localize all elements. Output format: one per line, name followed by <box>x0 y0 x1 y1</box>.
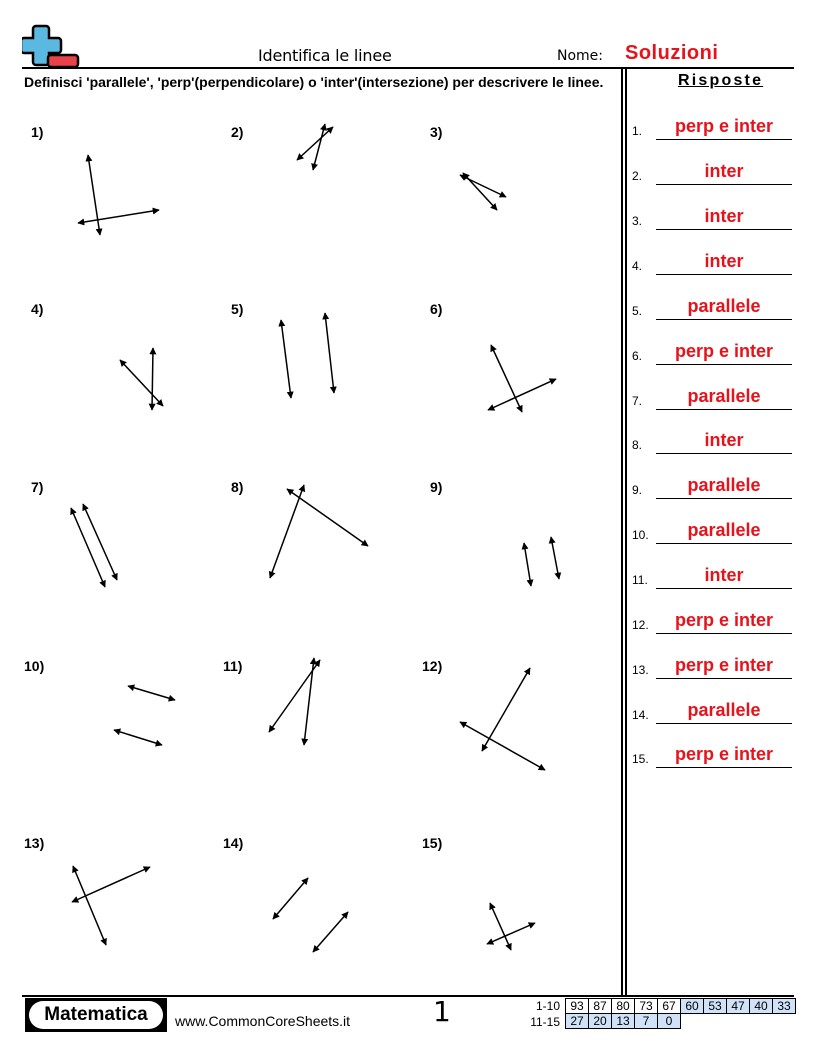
answer-number: 1. <box>632 124 643 138</box>
answer-row <box>632 430 792 454</box>
problem-label: 13) <box>24 835 45 851</box>
answer-line <box>656 184 792 185</box>
problem-label: 9) <box>430 479 443 495</box>
problem-label: 15) <box>422 835 443 851</box>
answer-row <box>632 565 792 589</box>
answer-line <box>656 588 792 589</box>
problem-label: 12) <box>422 658 443 674</box>
answer-line <box>656 319 792 320</box>
answer-line <box>656 364 792 365</box>
answer-text: perp e inter <box>674 655 774 675</box>
answer-line <box>656 453 792 454</box>
answer-number: 5. <box>632 304 643 318</box>
score-table <box>565 998 796 1029</box>
answer-line <box>656 633 792 634</box>
answer-line <box>656 678 792 679</box>
page-number: 1 <box>433 995 451 1028</box>
score-cell: 67 <box>658 999 681 1014</box>
answer-line <box>656 274 792 275</box>
score-cell: 47 <box>727 999 750 1014</box>
answer-text: perp e inter <box>674 116 774 136</box>
problem-label: 6) <box>430 301 443 317</box>
double-arrow-line <box>120 360 163 406</box>
answer-number: 12. <box>632 618 649 632</box>
double-arrow-line <box>273 878 308 919</box>
answer-row <box>632 700 792 724</box>
problem-label: 1) <box>31 124 44 140</box>
answer-row <box>632 341 792 365</box>
answer-line <box>656 409 792 410</box>
problem-label: 10) <box>24 658 45 674</box>
double-arrow-line <box>463 173 497 210</box>
answer-text: inter <box>704 251 744 271</box>
double-arrow-line <box>551 537 559 579</box>
answer-line <box>656 229 792 230</box>
answer-number: 14. <box>632 708 649 722</box>
answer-text: parallele <box>687 475 761 495</box>
answer-text: inter <box>704 206 744 226</box>
answer-text: parallele <box>687 386 761 406</box>
answer-row <box>632 610 792 634</box>
answer-number: 15. <box>632 752 649 766</box>
answers-title: Risposte <box>678 72 764 89</box>
answer-text: inter <box>704 565 744 585</box>
answer-row <box>632 744 792 768</box>
score-row-label: 1-10 <box>535 999 560 1013</box>
footer-divider <box>22 995 794 997</box>
answer-text: perp e inter <box>674 744 774 764</box>
page-title: Identifica le linee <box>258 46 392 65</box>
brand-badge <box>25 998 167 1032</box>
double-arrow-line <box>313 124 325 170</box>
double-arrow-line <box>297 127 333 160</box>
score-row-label: 11-15 <box>530 1015 560 1029</box>
answer-line <box>656 767 792 768</box>
score-cell: 0 <box>658 1014 681 1029</box>
double-arrow-line <box>270 485 304 578</box>
score-cell: 93 <box>566 999 589 1014</box>
answer-number: 6. <box>632 349 643 363</box>
answer-number: 4. <box>632 259 643 273</box>
instructions: Definisci 'parallele', 'perp'(perpendicolare) o 'inter'(intersezione) per descrivere le linee. <box>24 74 604 90</box>
answer-row <box>632 475 792 499</box>
score-cell: 20 <box>589 1014 612 1029</box>
name-label: Nome: <box>557 48 604 64</box>
answer-row <box>632 251 792 275</box>
double-arrow-line <box>83 504 117 580</box>
answer-line <box>656 723 792 724</box>
double-arrow-line <box>281 320 291 398</box>
answer-text: parallele <box>687 700 761 720</box>
score-cell: 27 <box>566 1014 589 1029</box>
answer-number: 11. <box>632 573 648 587</box>
problem-label: 3) <box>430 124 443 140</box>
score-cell: 80 <box>612 999 635 1014</box>
answer-row <box>632 655 792 679</box>
double-arrow-line <box>460 722 545 770</box>
answer-text: perp e inter <box>674 610 774 630</box>
brand-label: Matematica <box>29 1001 163 1029</box>
answer-number: 2. <box>632 169 643 183</box>
problem-label: 5) <box>231 301 244 317</box>
answer-number: 3. <box>632 214 643 228</box>
problem-label: 4) <box>31 301 44 317</box>
score-cell: 33 <box>773 999 796 1014</box>
problem-label: 11) <box>223 658 243 674</box>
column-divider-left <box>621 68 623 996</box>
double-arrow-line <box>78 210 159 223</box>
column-divider-right <box>625 68 627 996</box>
double-arrow-line <box>71 508 105 587</box>
double-arrow-line <box>488 379 556 410</box>
answer-line <box>656 543 792 544</box>
answer-row <box>632 386 792 410</box>
double-arrow-line <box>73 866 106 945</box>
score-cell: 60 <box>681 999 704 1014</box>
answer-number: 9. <box>632 483 643 497</box>
answer-number: 13. <box>632 663 649 677</box>
score-cell: 53 <box>704 999 727 1014</box>
answer-row <box>632 161 792 185</box>
answer-number: 8. <box>632 438 643 452</box>
answer-text: perp e inter <box>674 341 774 361</box>
double-arrow-line <box>152 348 153 410</box>
problem-label: 7) <box>31 479 44 495</box>
problem-label: 2) <box>231 124 244 140</box>
site-url: www.CommonCoreSheets.it <box>175 1013 351 1029</box>
answer-number: 10. <box>632 528 649 542</box>
double-arrow-line <box>524 543 531 586</box>
score-cell: 13 <box>612 1014 635 1029</box>
answer-row <box>632 296 792 320</box>
answer-text: parallele <box>687 520 761 540</box>
answer-text: inter <box>704 161 744 181</box>
name-value: Soluzioni <box>625 42 719 64</box>
double-arrow-line <box>490 903 511 950</box>
score-cell: 73 <box>635 999 658 1014</box>
double-arrow-line <box>313 912 348 952</box>
answer-number: 7. <box>632 394 643 408</box>
answer-row <box>632 206 792 230</box>
score-cell: 7 <box>635 1014 658 1029</box>
double-arrow-line <box>114 730 162 745</box>
double-arrow-line <box>128 686 175 700</box>
answer-line <box>656 498 792 499</box>
problem-label: 14) <box>223 835 244 851</box>
answer-row <box>632 520 792 544</box>
double-arrow-line <box>325 313 334 393</box>
score-cell: 87 <box>589 999 612 1014</box>
problem-label: 8) <box>231 479 244 495</box>
double-arrow-line <box>487 923 535 944</box>
double-arrow-line <box>72 867 150 902</box>
answer-line <box>656 139 792 140</box>
answer-row <box>632 116 792 140</box>
answer-text: parallele <box>687 296 761 316</box>
score-cell: 40 <box>750 999 773 1014</box>
double-arrow-line <box>304 658 314 745</box>
answer-text: inter <box>704 430 744 450</box>
double-arrow-line <box>287 489 368 546</box>
double-arrow-line <box>88 155 100 235</box>
